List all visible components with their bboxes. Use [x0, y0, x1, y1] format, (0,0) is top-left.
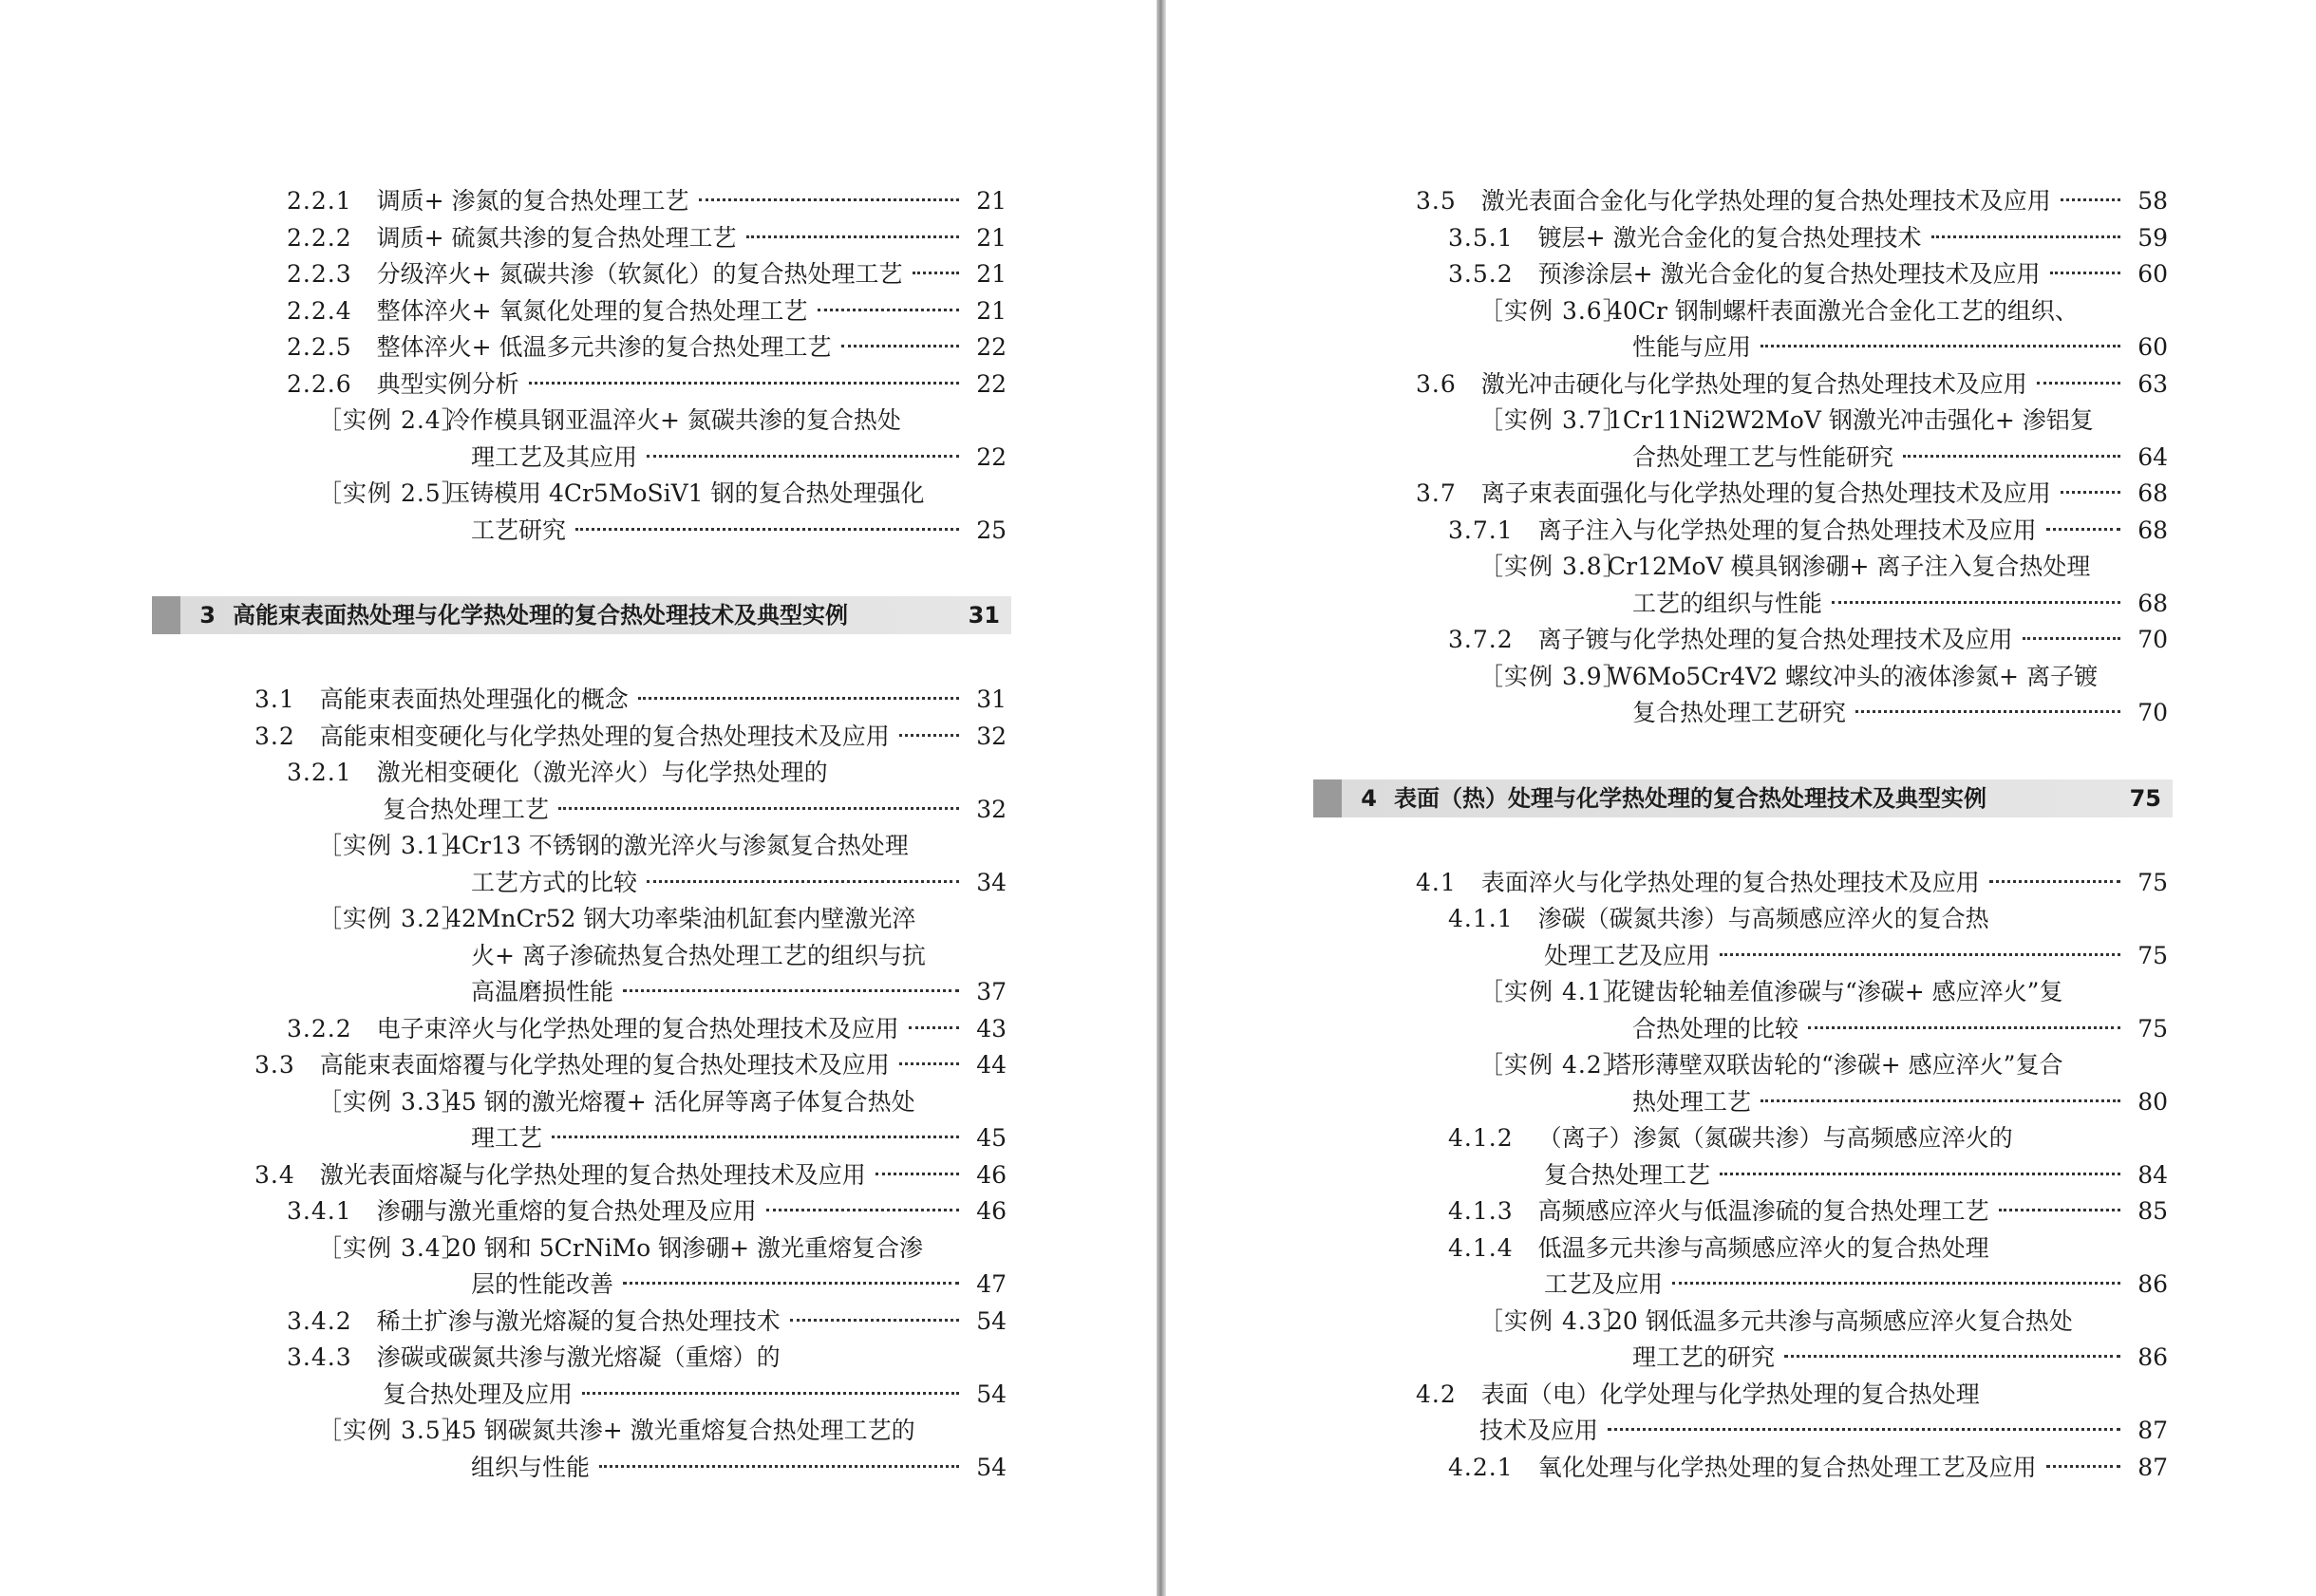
example-entry[interactable]: ［实例 2.5］压铸模用 4Cr5MoSiV1 钢的复合热处理强化 — [318, 479, 925, 507]
example-entry[interactable]: ［实例 3.6］40Cr 钢制螺杆表面激光合金化工艺的组织、 — [1479, 296, 2079, 325]
leader-dots — [529, 382, 959, 385]
example-entry[interactable]: ［实例 3.4］20 钢和 5CrNiMo 钢渗硼+ 激光重熔复合渗 — [318, 1233, 924, 1262]
toc-entry[interactable]: 4.1.2 （离子）渗氮（氮碳共渗）与高频感应淬火的 — [1448, 1124, 2013, 1152]
example-entry-cont: 火+ 离子渗硫热复合热处理工艺的组织与抗 — [471, 941, 926, 969]
page-number: 47 — [976, 1270, 1007, 1298]
page-number: 54 — [976, 1453, 1007, 1481]
page-number: 45 — [976, 1124, 1007, 1152]
leader-dots — [2050, 272, 2120, 274]
toc-entry-cont[interactable]: 复合热处理工艺 84 — [1313, 1157, 2168, 1194]
page-number: 44 — [976, 1051, 1007, 1079]
page-number: 86 — [2137, 1343, 2168, 1371]
page-number: 46 — [976, 1197, 1007, 1225]
page-number: 75 — [2137, 1014, 2168, 1042]
leader-dots — [599, 1465, 959, 1468]
page-number: 32 — [976, 795, 1007, 823]
page-number: 54 — [976, 1380, 1007, 1408]
page-number: 32 — [976, 722, 1007, 750]
page-number: 75 — [2137, 941, 2168, 969]
toc-entry[interactable]: 3.2.2 电子束淬火与化学热处理的复合热处理技术及应用 43 — [152, 1011, 1007, 1048]
example-entry[interactable]: ［实例 3.5］45 钢碳氮共渗+ 激光重熔复合热处理工艺的 — [318, 1417, 915, 1444]
example-entry[interactable]: ［实例 3.1］4Cr13 不锈钢的激光淬火与渗氮复合热处理 — [318, 832, 909, 859]
page-number: 21 — [976, 296, 1007, 325]
page-number: 21 — [976, 260, 1007, 288]
leader-dots — [818, 309, 959, 311]
leader-dots — [552, 1136, 959, 1138]
toc-entry-cont[interactable]: 工艺及应用 86 — [1313, 1267, 2168, 1304]
toc-entry[interactable]: 4.2.1 氧化处理与化学热处理的复合热处理工艺及应用 87 — [1313, 1450, 2168, 1487]
leader-dots — [647, 455, 959, 458]
toc-entry[interactable]: 2.2.5 整体淬火+ 低温多元共渗的复合热处理工艺 22 — [152, 329, 1007, 366]
page-number: 31 — [968, 602, 1000, 629]
example-entry-cont[interactable]: 工艺的组织与性能 68 — [1313, 586, 2168, 623]
leader-dots — [1999, 1209, 2120, 1211]
toc-entry[interactable]: 3.6 激光冲击硬化与化学热处理的复合热处理技术及应用 63 — [1313, 366, 2168, 404]
page-number: 85 — [2137, 1197, 2168, 1225]
toc-entry[interactable]: 3.2.1 激光相变硬化（激光淬火）与化学热处理的 — [287, 759, 828, 786]
page-number: 68 — [2137, 479, 2168, 507]
toc-entry[interactable]: 4.1.3 高频感应淬火与低温渗硫的复合热处理工艺 85 — [1313, 1193, 2168, 1230]
toc-entry[interactable]: 3.3 高能束表面熔覆与化学热处理的复合热处理技术及应用 44 — [152, 1047, 1007, 1084]
leader-dots — [899, 1062, 959, 1065]
leader-dots — [1989, 880, 2120, 883]
toc-entry[interactable]: 4.1.4 低温多元共渗与高频感应淬火的复合热处理 — [1448, 1233, 1989, 1262]
page-number: 86 — [2137, 1270, 2168, 1298]
toc-entry-cont[interactable]: 复合热处理工艺 32 — [152, 792, 1007, 829]
toc-entry[interactable]: 4.1 表面淬火与化学热处理的复合热处理技术及应用 75 — [1313, 865, 2168, 902]
toc-entry[interactable]: 3.4.2 稀土扩渗与激光熔凝的复合热处理技术 54 — [152, 1304, 1007, 1341]
leader-dots — [1931, 235, 2120, 238]
page-number: 80 — [2137, 1087, 2168, 1116]
toc-entry[interactable]: 3.5.1 镀层+ 激光合金化的复合热处理技术 59 — [1313, 220, 2168, 257]
page-number: 31 — [976, 685, 1007, 713]
chapter-heading[interactable]: 3 高能束表面热处理与化学热处理的复合热处理技术及典型实例 31 — [152, 596, 1011, 634]
example-entry[interactable]: ［实例 3.8］Cr12MoV 模具钢渗硼+ 离子注入复合热处理 — [1479, 553, 2091, 580]
page-number: 63 — [2137, 369, 2168, 398]
leader-dots — [1720, 1173, 2120, 1175]
example-entry-cont[interactable]: 理工艺 45 — [152, 1120, 1007, 1157]
toc-entry[interactable]: 3.5.2 预渗涂层+ 激光合金化的复合热处理技术及应用 60 — [1313, 256, 2168, 293]
page-number: 68 — [2137, 589, 2168, 617]
leader-dots — [766, 1209, 959, 1211]
page-number: 60 — [2137, 333, 2168, 361]
right-toc — [1313, 183, 2168, 1486]
example-entry[interactable]: ［实例 3.7］1Cr11Ni2W2MoV 钢激光冲击强化+ 渗铝复 — [1479, 406, 2094, 434]
toc-entry[interactable]: 4.1.1 渗碳（碳氮共渗）与高频感应淬火的复合热 — [1448, 905, 1989, 932]
example-entry[interactable]: ［实例 4.1］花键齿轮轴差值渗碳与“渗碳+ 感应淬火”复 — [1479, 978, 2063, 1005]
leader-dots — [1784, 1355, 2120, 1358]
toc-entry[interactable]: 3.7.1 离子注入与化学热处理的复合热处理技术及应用 68 — [1313, 513, 2168, 550]
page-number: 58 — [2137, 187, 2168, 215]
page-number: 68 — [2137, 516, 2168, 544]
example-entry-cont[interactable]: 层的性能改善 47 — [152, 1267, 1007, 1304]
leader-dots — [638, 697, 959, 700]
page-number: 25 — [976, 516, 1007, 544]
example-entry[interactable]: ［实例 4.2］塔形薄壁双联齿轮的“渗碳+ 感应淬火”复合 — [1479, 1051, 2063, 1079]
toc-entry-cont[interactable]: 复合热处理及应用 54 — [152, 1377, 1007, 1414]
example-entry[interactable]: ［实例 3.2］42MnCr52 钢大功率柴油机缸套内壁激光淬 — [318, 905, 916, 932]
toc-entry[interactable]: 3.4.1 渗硼与激光重熔的复合热处理及应用 46 — [152, 1193, 1007, 1230]
leader-dots — [841, 345, 959, 347]
page-number: 54 — [976, 1306, 1007, 1335]
page-number: 37 — [976, 978, 1007, 1005]
example-entry-cont[interactable]: 合热处理工艺与性能研究 64 — [1313, 440, 2168, 477]
leader-dots — [1808, 1026, 2120, 1029]
example-entry-cont[interactable]: 合热处理的比较 75 — [1313, 1011, 2168, 1048]
leader-dots — [1672, 1282, 2120, 1285]
page-number: 87 — [2137, 1417, 2168, 1444]
example-entry-cont[interactable]: 理工艺的研究 86 — [1313, 1340, 2168, 1377]
example-entry-cont[interactable]: 理工艺及其应用 22 — [152, 440, 1007, 477]
leader-dots — [558, 807, 959, 810]
page-number: 70 — [2137, 626, 2168, 653]
toc-entry[interactable]: 3.5 激光表面合金化与化学热处理的复合热处理技术及应用 58 — [1313, 183, 2168, 220]
leader-dots — [746, 235, 959, 238]
toc-entry[interactable]: 4.2 表面（电）化学处理与化学热处理的复合热处理 — [1416, 1380, 1980, 1408]
leader-dots — [2046, 528, 2120, 531]
leader-dots — [913, 272, 959, 274]
leader-dots — [1608, 1428, 2120, 1431]
leader-dots — [1720, 953, 2120, 956]
book-spine — [1157, 0, 1166, 1596]
page-number: 84 — [2137, 1160, 2168, 1189]
left-toc — [152, 183, 1007, 1486]
page-number: 60 — [2137, 260, 2168, 288]
page-number: 43 — [976, 1014, 1007, 1042]
page-number: 34 — [976, 868, 1007, 896]
leader-dots — [2046, 1465, 2120, 1468]
example-entry-cont[interactable]: 工艺方式的比较 34 — [152, 865, 1007, 902]
leader-dots — [2061, 198, 2120, 201]
leader-dots — [623, 1282, 959, 1285]
toc-entry[interactable]: 2.2.6 典型实例分析 22 — [152, 366, 1007, 404]
page-number: 46 — [976, 1160, 1007, 1189]
toc-entry[interactable]: 3.7.2 离子镀与化学热处理的复合热处理技术及应用 70 — [1313, 622, 2168, 659]
page-number: 22 — [976, 333, 1007, 361]
leader-dots — [876, 1173, 959, 1175]
example-entry[interactable]: ［实例 3.9］W6Mo5Cr4V2 螺纹冲头的液体渗氮+ 离子镀 — [1479, 662, 2098, 690]
leader-dots — [790, 1319, 959, 1322]
example-entry-cont[interactable]: 复合热处理工艺研究 70 — [1313, 695, 2168, 732]
leader-dots — [699, 198, 959, 201]
page-number: 87 — [2137, 1453, 2168, 1481]
leader-dots — [2061, 491, 2120, 494]
example-entry-cont[interactable]: 高温磨损性能 37 — [152, 974, 1007, 1011]
toc-entry[interactable]: 3.2 高能束相变硬化与化学热处理的复合热处理技术及应用 32 — [152, 719, 1007, 756]
leader-dots — [1855, 710, 2120, 713]
page-number: 64 — [2137, 442, 2168, 471]
example-entry-cont[interactable]: 热处理工艺 80 — [1313, 1084, 2168, 1121]
toc-entry-cont[interactable]: 处理工艺及应用 75 — [1313, 938, 2168, 975]
example-entry-cont[interactable]: 组织与性能 54 — [152, 1450, 1007, 1487]
page-number: 22 — [976, 442, 1007, 471]
page-number: 75 — [2129, 784, 2161, 812]
toc-entry[interactable]: 3.7 离子束表面强化与化学热处理的复合热处理技术及应用 68 — [1313, 476, 2168, 513]
toc-entry[interactable]: 3.1 高能束表面热处理强化的概念 31 — [152, 682, 1007, 719]
leader-dots — [647, 880, 959, 883]
example-entry[interactable]: ［实例 4.3］20 钢低温多元共渗与高频感应淬火复合热处 — [1479, 1306, 2073, 1335]
example-entry-cont[interactable]: 性能与应用 60 — [1313, 329, 2168, 366]
example-entry-cont[interactable]: 工艺研究 25 — [152, 513, 1007, 550]
page-number: 70 — [2137, 699, 2168, 726]
example-entry[interactable]: ［实例 3.3］45 钢的激光熔覆+ 活化屏等离子体复合热处 — [318, 1087, 915, 1116]
leader-dots — [623, 989, 959, 992]
page-number: 75 — [2137, 868, 2168, 896]
leader-dots — [2023, 637, 2120, 640]
chapter-heading[interactable]: 4 表面（热）处理与化学热处理的复合热处理技术及典型实例 75 — [1313, 779, 2173, 817]
leader-dots — [575, 528, 959, 531]
page-number: 21 — [976, 223, 1007, 252]
toc-entry[interactable]: 2.2.4 整体淬火+ 氧氮化处理的复合热处理工艺 21 — [152, 293, 1007, 330]
toc-entry[interactable]: 2.2.1 调质+ 渗氮的复合热处理工艺 21 — [152, 183, 1007, 220]
toc-entry[interactable]: 2.2.3 分级淬火+ 氮碳共渗（软氮化）的复合热处理工艺 21 — [152, 256, 1007, 293]
leader-dots — [899, 734, 959, 737]
page-number: 22 — [976, 369, 1007, 398]
toc-entry[interactable]: 3.4 激光表面熔凝与化学热处理的复合热处理技术及应用 46 — [152, 1157, 1007, 1194]
example-entry[interactable]: ［实例 2.4］冷作模具钢亚温淬火+ 氮碳共渗的复合热处 — [318, 406, 901, 434]
page-number: 59 — [2137, 223, 2168, 252]
toc-entry[interactable]: 2.2.2 调质+ 硫氮共渗的复合热处理工艺 21 — [152, 220, 1007, 257]
leader-dots — [909, 1026, 959, 1029]
leader-dots — [1903, 455, 2120, 458]
leader-dots — [1761, 345, 2120, 347]
toc-entry[interactable]: 3.4.3 渗碳或碳氮共渗与激光熔凝（重熔）的 — [287, 1343, 781, 1371]
toc-entry-cont[interactable]: 技术及应用 87 — [1313, 1413, 2168, 1450]
leader-dots — [582, 1392, 959, 1395]
leader-dots — [1761, 1099, 2120, 1102]
leader-dots — [1832, 601, 2120, 604]
leader-dots — [2037, 382, 2120, 385]
page-number: 21 — [976, 187, 1007, 215]
